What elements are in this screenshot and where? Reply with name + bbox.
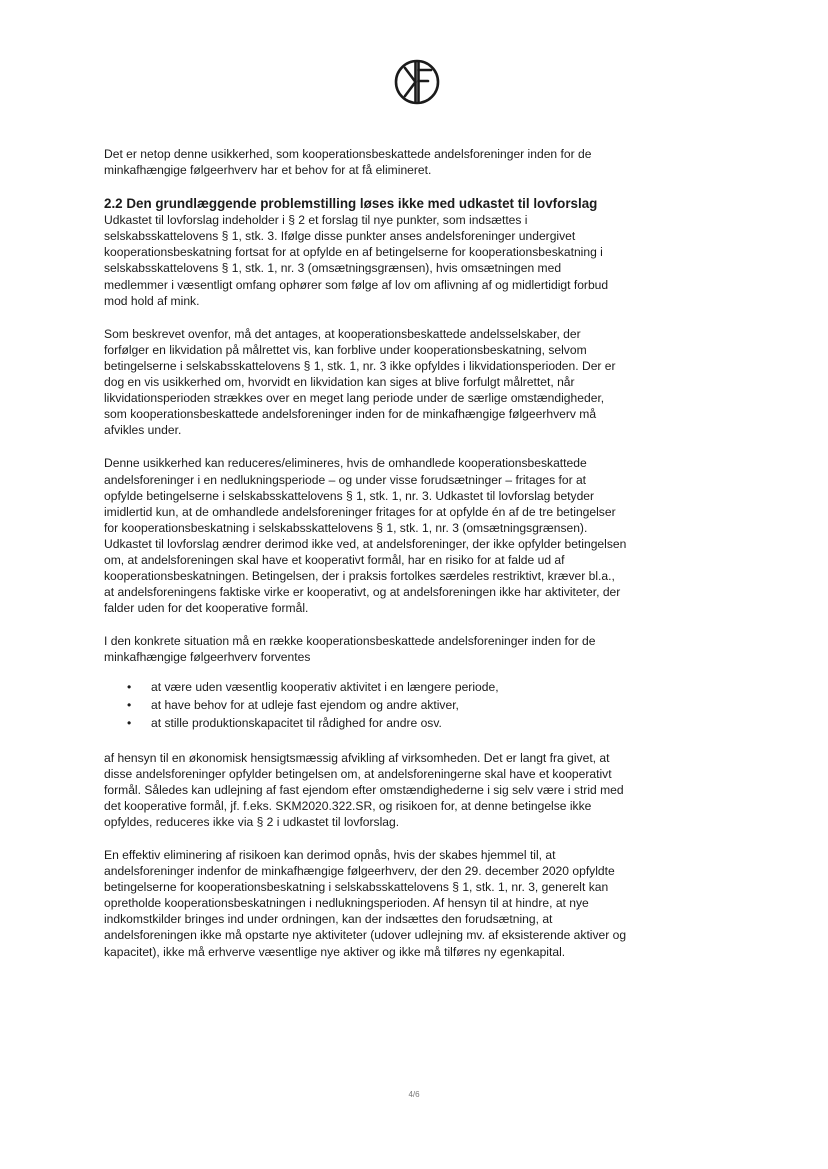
list-item xyxy=(104,714,628,732)
list-item-text: at være uden væsentlig kooperativ aktivitet i en længere periode, xyxy=(151,679,499,694)
bullet-symbol: • xyxy=(127,697,132,712)
list-item-text: at have behov for at udleje fast ejendom og andre aktiver, xyxy=(151,697,459,712)
paragraph-economic: af hensyn til en økonomisk hensigtsmæssig afvikling af virksomheden. Det er langt fra givet, at disse andelsforeninger opfylder betingelsen om, at andelsforeningerne skal have et kooperativt formål. Således kan udlejning af fast ejendom efter omstændighederne i sig selv være i strid med det kooperative formål, jf. f.eks. SKM2020.322.SR, og risikoen for, at denne betingelse ikke opfyldes, reduceres ikke via § 2 i udkastet til lovforslag. xyxy=(104,750,624,829)
bullet-list xyxy=(104,678,628,732)
paragraph-situation: I den konkrete situation må en række kooperationsbeskattede andelsforeninger inden for de minkafhængige følgeerhverv forventes xyxy=(104,634,596,665)
paragraph-proposal: Udkastet til lovforslag indeholder i § 2 et forslag til nye punkter, som indsættes i selskabsskattelovens § 1, stk. 3. Ifølge disse punkter anses andelsforeninger undergivet kooperationsbeskatning fortsat for at opfylde en af betingelserne for kooperationsbeskatning i selskabsskattelovens § 1, stk. 1, nr. 3 (omsætningsgrænsen), hvis omsætningen med medlemmer i væsentligt omfang ophører som følge af lov om aflivning af og midlertidigt forbud mod hold af mink. xyxy=(104,213,609,308)
page-number: 4/6 xyxy=(408,1090,420,1099)
paragraph-uncertainty: Denne usikkerhed kan reduceres/elimineres, hvis de omhandlede kooperationsbeskattede andelsforeninger i en nedlukningsperiode – og under visse forudsætninger – fritages for at opfylde betingelserne i selskabsskattelovens § 1, stk. 1, nr. 3. Udkastet til lovforslag betyder imidlertid kun, at de omhandlede andelsforeninger fritages for at opfylde én af de tre betingelser for kooperationsbeskatning i selskabsskattelovens § 1, stk. 1, nr. 3 (omsætningsgrænsen). Udkastet til lovforslag ændrer derimod ikke ved, at andelsforeninger, der ikke opfylder betingelsen om, at andelsforeningen skal have et kooperativt formål, har en risiko for at falde ud af kooperationsbeskatningen. Betingelsen, der i praksis fortolkes særdeles restriktivt, kræver bl.a., at andelsforeningens faktiske virke er kooperativt, og at andelsforeningen ikke har aktiviteter, der falder uden for det kooperative formål. xyxy=(104,456,627,616)
bullet-symbol: • xyxy=(127,679,132,694)
list-item xyxy=(104,696,628,714)
list-item-text: at stille produktionskapacitet til rådighed for andre osv. xyxy=(151,715,442,730)
paragraph-elimination: En effektiv eliminering af risikoen kan derimod opnås, hvis der skabes hjemmel til, at andelsforeninger indenfor de minkafhængige følgeerhverv, der den 29. december 2020 opfyldte betingelserne for kooperationsbeskatning i selskabsskattelovens § 1, stk. 1, nr. 3, generelt kan opretholde kooperationsbeskatningen i nedlukningsperioden. Af hensyn til at hindre, at nye indkomstkilder bringes ind under ordningen, kan der indsættes den forudsætning, at andelsforeningen ikke må opstarte nye aktiviteter (udover udlejning mv. af eksisterende aktiver og kapacitet), ikke må erhverve væsentlige nye aktiver og ikke må tilføres ny egenkapital. xyxy=(104,848,627,959)
list-item xyxy=(104,678,628,696)
document-body xyxy=(104,146,628,977)
kf-monogram-logo xyxy=(393,58,441,106)
paragraph-intro: Det er netop denne usikkerhed, som kooperationsbeskattede andelsforeninger inden for de minkafhængige følgeerhverv har et behov for at få elimineret. xyxy=(104,147,592,178)
paragraph-liquidation: Som beskrevet ovenfor, må det antages, at kooperationsbeskattede andelsselskaber, der forfølger en likvidation på målrettet vis, kan forblive under kooperationsbeskatning, selvom betingelserne i selskabsskattelovens § 1, stk. 1, nr. 3 ikke opfyldes i likvidationsperioden. Der er dog en vis usikkerhed om, hvorvidt en likvidation kan siges at blive forfulgt målrettet, når likvidationsperioden strækkes over en meget lang periode under de særlige omstændigheder, som kooperationsbeskattede andelsforeninger inden for de minkafhængige følgeerhverv må afvikles under. xyxy=(104,326,616,438)
bullet-symbol: • xyxy=(127,715,132,730)
section-heading: 2.2 Den grundlæggende problemstilling løses ikke med udkastet til lovforslag xyxy=(104,196,598,212)
